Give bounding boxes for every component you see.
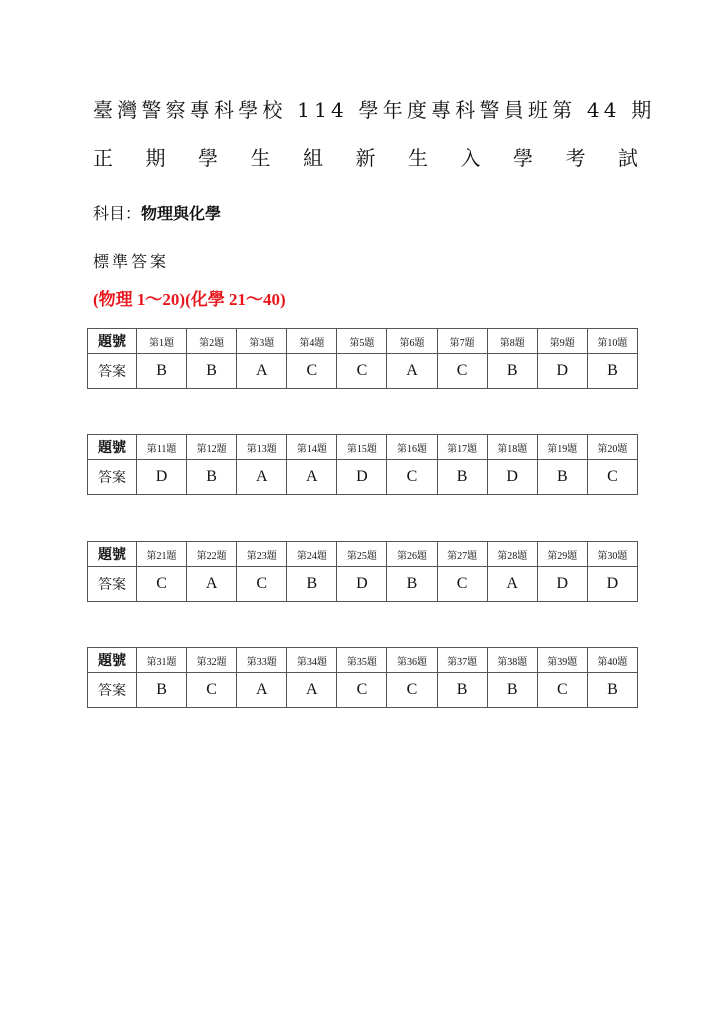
question-number-cell: 第16題 [387, 435, 437, 460]
question-number-cell: 第25題 [337, 542, 387, 567]
answer-cell: B [487, 354, 537, 389]
answer-cell: C [287, 354, 337, 389]
question-number-cell: 第21題 [137, 542, 187, 567]
answer-cell: D [537, 354, 587, 389]
answer-cell: A [287, 673, 337, 708]
answer-row [88, 354, 638, 389]
answer-cell: C [437, 567, 487, 602]
question-number-cell: 第30題 [587, 542, 637, 567]
answer-cell: C [337, 673, 387, 708]
question-number-cell: 第6題 [387, 329, 437, 354]
answer-cell: B [437, 673, 487, 708]
question-number-cell: 第37題 [437, 648, 487, 673]
standard-answer-heading: 標準答案 [93, 252, 170, 271]
answer-cell: B [587, 354, 637, 389]
answer-row-header: 答案 [88, 673, 137, 708]
title-char: 期 [145, 146, 166, 170]
subject-label: 科目： [93, 204, 142, 223]
question-number-cell: 第24題 [287, 542, 337, 567]
answer-cell: C [387, 460, 437, 495]
question-number-cell: 第9題 [537, 329, 587, 354]
answer-cell: B [137, 354, 187, 389]
question-number-cell: 第10題 [587, 329, 637, 354]
question-number-cell: 第36題 [387, 648, 437, 673]
answer-cell: A [287, 460, 337, 495]
answer-cell: B [187, 354, 237, 389]
question-number-cell: 第33題 [237, 648, 287, 673]
title-char: 試 [618, 146, 638, 170]
question-number-cell: 第40題 [587, 648, 637, 673]
question-number-cell: 第12題 [187, 435, 237, 460]
answer-table [87, 328, 638, 389]
question-number-cell: 第32題 [187, 648, 237, 673]
question-number-cell: 第7題 [437, 329, 487, 354]
question-number-cell: 第19題 [537, 435, 587, 460]
title-char: 學 [513, 146, 533, 170]
question-row-header: 題號 [88, 329, 137, 354]
answer-cell: B [387, 567, 437, 602]
answer-cell: B [437, 460, 487, 495]
question-row-header: 題號 [88, 435, 137, 460]
title-char: 組 [303, 146, 323, 170]
answer-row-header: 答案 [88, 460, 137, 495]
question-number-cell: 第20題 [587, 435, 637, 460]
title-char: 入 [460, 146, 481, 170]
answer-cell: C [187, 673, 237, 708]
title-char: 正 [93, 146, 113, 170]
answer-cell: C [587, 460, 637, 495]
answer-row-header: 答案 [88, 354, 137, 389]
question-number-cell: 第39題 [537, 648, 587, 673]
title-char: 生 [408, 146, 428, 170]
question-number-row [88, 329, 638, 354]
answer-cell: C [237, 567, 287, 602]
answer-cell: A [187, 567, 237, 602]
answer-cell: D [337, 567, 387, 602]
question-number-cell: 第4題 [287, 329, 337, 354]
title-char: 新 [355, 146, 376, 170]
answer-cell: A [237, 354, 287, 389]
subject-value: 物理與化學 [141, 204, 222, 223]
question-number-cell: 第34題 [287, 648, 337, 673]
question-number-cell: 第14題 [287, 435, 337, 460]
answer-row-header: 答案 [88, 567, 137, 602]
answer-cell: A [237, 673, 287, 708]
answer-cell: A [237, 460, 287, 495]
subject-line [93, 201, 221, 224]
question-number-row [88, 435, 638, 460]
question-row-header: 題號 [88, 542, 137, 567]
answer-cell: D [587, 567, 637, 602]
answer-table [87, 647, 638, 708]
question-number-cell: 第13題 [237, 435, 287, 460]
answer-cell: B [537, 460, 587, 495]
question-number-cell: 第35題 [337, 648, 387, 673]
question-number-cell: 第5題 [337, 329, 387, 354]
title-char: 生 [250, 146, 271, 170]
question-number-cell: 第22題 [187, 542, 237, 567]
question-number-cell: 第15題 [337, 435, 387, 460]
answer-cell: D [487, 460, 537, 495]
title-char: 考 [565, 146, 586, 170]
answer-cell: D [537, 567, 587, 602]
title-char: 學 [198, 146, 218, 170]
answer-cell: B [187, 460, 237, 495]
question-number-cell: 第23題 [237, 542, 287, 567]
answer-cell: A [487, 567, 537, 602]
answer-cell: C [137, 567, 187, 602]
answer-cell: B [287, 567, 337, 602]
answer-row [88, 673, 638, 708]
question-number-cell: 第3題 [237, 329, 287, 354]
subject-range-note: (物理 1～20)(化學 21～40) [93, 290, 286, 309]
document-title-line1: 臺灣警察專科學校 114 學年度專科警員班第 44 期 [93, 98, 656, 122]
question-number-row [88, 648, 638, 673]
question-number-cell: 第11題 [137, 435, 187, 460]
question-number-cell: 第26題 [387, 542, 437, 567]
question-row-header: 題號 [88, 648, 137, 673]
question-number-cell: 第2題 [187, 329, 237, 354]
question-number-row [88, 542, 638, 567]
answer-cell: C [537, 673, 587, 708]
answer-row [88, 460, 638, 495]
question-number-cell: 第1題 [137, 329, 187, 354]
answer-cell: D [337, 460, 387, 495]
answer-cell: A [387, 354, 437, 389]
answer-row [88, 567, 638, 602]
answer-table [87, 541, 638, 602]
answer-cell: B [137, 673, 187, 708]
question-number-cell: 第29題 [537, 542, 587, 567]
answer-cell: B [587, 673, 637, 708]
question-number-cell: 第38題 [487, 648, 537, 673]
answer-cell: C [337, 354, 387, 389]
answer-cell: D [137, 460, 187, 495]
answer-cell: C [387, 673, 437, 708]
question-number-cell: 第17題 [437, 435, 487, 460]
document-title-line2 [93, 142, 638, 171]
question-number-cell: 第28題 [487, 542, 537, 567]
question-number-cell: 第18題 [487, 435, 537, 460]
question-number-cell: 第31題 [137, 648, 187, 673]
answer-cell: B [487, 673, 537, 708]
question-number-cell: 第8題 [487, 329, 537, 354]
answer-cell: C [437, 354, 487, 389]
answer-table [87, 434, 638, 495]
question-number-cell: 第27題 [437, 542, 487, 567]
